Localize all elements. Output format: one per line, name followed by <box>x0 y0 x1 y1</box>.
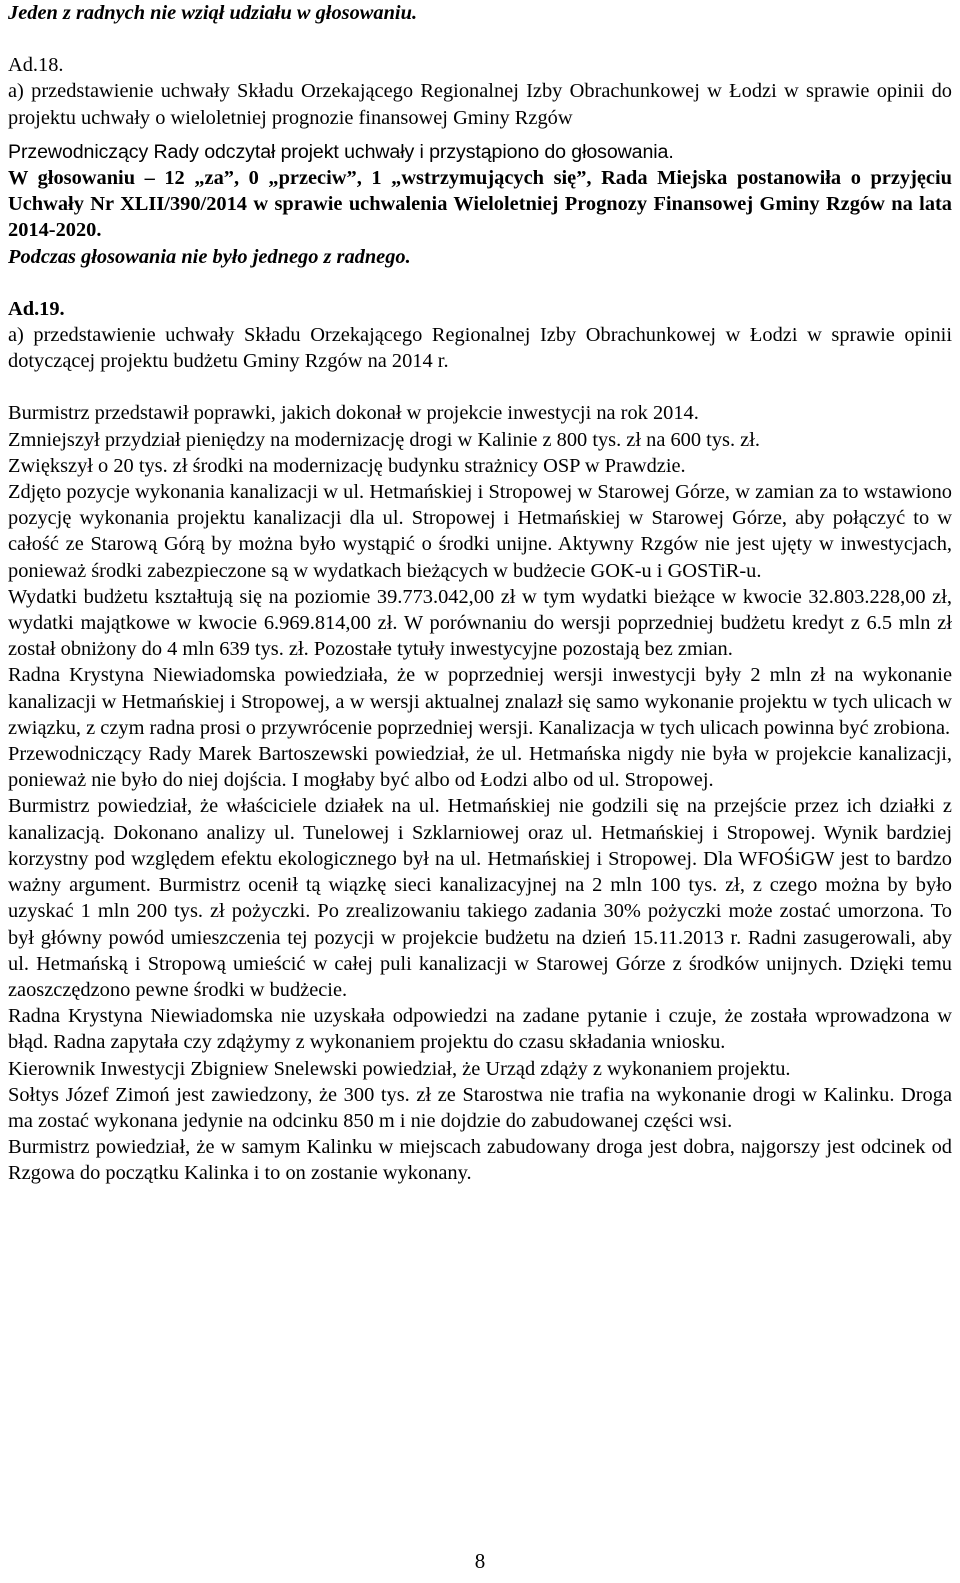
ad19-paragraph: Przewodniczący Rady Marek Bartoszewski powiedział, że ul. Hetmańska nigdy nie była w projekcie kanalizacji, ponieważ nie było do niej dojścia. I mogłaby być albo od Łodzi albo od ul. Stropowej. <box>8 743 952 792</box>
ad18-vote: W głosowaniu – 12 „za”, 0 „przeciw”, 1 „wstrzymujących się”, Rada Miejska postanowiła o przyjęciu Uchwały Nr XLII/390/2014 w sprawie uchwalenia Wieloletniej Prognozy Finansowej Gminy Rzgów na lata 2014-2020. <box>8 167 952 242</box>
ad19-paragraph: Radna Krystyna Niewiadomska powiedziała, że w poprzedniej wersji inwestycji były 2 mln zł na wykonanie kanalizacji w Hetmańskiej i Stropowej, a w wersji aktualnej znalazł się samo wykonanie projektu w tych ulicach w związku, z czym radna prosi o przywrócenie poprzedniej wersji. Kanalizacja w tych ulicach powinna być zrobiona. <box>8 664 952 739</box>
page-number: 8 <box>474 1549 486 1573</box>
ad18-heading: Ad.18. <box>8 54 64 77</box>
ad19-paragraph: Burmistrz powiedział, że właściciele działek na ul. Hetmańskiej nie godzili się na przejście przez ich działki z kanalizacją. Dokonano analizy ul. Tunelowej i Szklarniowej oraz ul. Hetmańskiej i Stropowej. Wynik bardziej korzystny pod względem efektu ekologicznego był na ul. Hetmańskiej i Stropowej. Dla WFOŚiGW jest to bardzo ważny argument. Burmistrz ocenił tą wiązkę sieci kanalizacyjnej na 2 mln 100 tys. zł, z czego można by było uzyskać 1 mln 200 tys. zł pożyczki. Po zrealizowaniu takiego zadania 30% pożyczki może zostać umorzona. To był główny powód umieszczenia tej pozycji w projekcie budżetu na dzień 15.11.2013 r. Radni zasugerowali, aby ul. Hetmańską i Stropową umieścić w całej puli kanalizacji w Starowej Górze z środków unijnych. Dzięki temu zaoszczędzono pewne środki w budżecie. <box>8 795 952 1001</box>
ad18-absent: Podczas głosowania nie było jednego z radnego. <box>8 245 411 268</box>
intro-note: Jeden z radnych nie wziął udziału w głosowaniu. <box>8 2 418 24</box>
ad19-item: a) przedstawienie uchwały Składu Orzekającego Regionalnej Izby Obrachunkowej w Łodzi w sprawie opinii dotyczącej projektu budżetu Gminy Rzgów na 2014 r. <box>8 324 952 373</box>
spacer <box>8 131 952 139</box>
ad19-paragraph: Wydatki budżetu kształtują się na poziomie 39.773.042,00 zł w tym wydatki bieżące w kwocie 32.803.228,00 zł, wydatki majątkowe w kwocie 6.969.814,00 zł. W porównaniu do wersji poprzedniej budżetu kredyt z 6.5 mln zł został obniżony do 4 mln 639 tys. zł. Pozostałe tytuły inwestycyjne pozostają bez zmian. <box>8 585 952 661</box>
ad19-paragraph: Burmistrz powiedział, że w samym Kalinku w miejscach zabudowany droga jest dobra, najgorszy jest odcinek od Rzgowa do początku Kalinka i to on zostanie wykonany. <box>8 1136 952 1185</box>
spacer <box>8 26 952 52</box>
spacer <box>8 270 952 296</box>
ad19-heading: Ad.19. <box>8 297 65 320</box>
ad19-paragraph: Sołtys Józef Zimoń jest zawiedzony, że 300 tys. zł ze Starostwa nie trafia na wykonanie drogi w Kalinku. Droga ma zostać wykonana jedynie na odcinku 850 m i nie dojdzie do zabudowanej części wsi. <box>8 1083 952 1132</box>
ad19-paragraph: Radna Krystyna Niewiadomska nie uzyskała odpowiedzi na zadane pytanie i czuje, że została wprowadzona w błąd. Radna zapytała czy zdążymy z wykonaniem projektu do czasu składania wniosku. <box>8 1005 952 1054</box>
ad18-read: Przewodniczący Rady odczytał projekt uchwały i przystąpiono do głosowania. <box>8 140 674 163</box>
ad19-paragraph: Burmistrz przedstawił poprawki, jakich dokonał w projekcie inwestycji na rok 2014. <box>8 402 699 425</box>
document-page <box>8 0 952 1583</box>
ad19-paragraph: Zdjęto pozycje wykonania kanalizacji w ul. Hetmańskiej i Stropowej w Starowej Górze, w zamian za to wstawiono pozycję wykonania projektu kanalizacji dla ul. Stropowej i Hetmańskiej w Starowej Górze, aby połączyć to w całość ze Starową Górą by można było wystąpić o środki unijne. Aktywny Rzgów nie jest ujęty w inwestycjach, ponieważ środki zabezpieczone są w wydatkach bieżących w budżecie GOK-u i GOSTiR-u. <box>8 481 952 582</box>
ad18-item: a) przedstawienie uchwały Składu Orzekającego Regionalnej Izby Obrachunkowej w Łodzi w sprawie opinii do projektu uchwały o wieloletniej prognozie finansowej Gminy Rzgów <box>8 80 952 129</box>
spacer <box>8 374 952 400</box>
ad19-paragraph: Kierownik Inwestycji Zbigniew Snelewski powiedział, że Urząd zdąży z wykonaniem projektu. <box>8 1057 791 1080</box>
ad19-paragraph: Zwiększył o 20 tys. zł środki na modernizację budynku strażnicy OSP w Prawdzie. <box>8 454 686 477</box>
ad19-paragraph: Zmniejszył przydział pieniędzy na modernizację drogi w Kalinie z 800 tys. zł na 600 tys. zł. <box>8 428 760 451</box>
